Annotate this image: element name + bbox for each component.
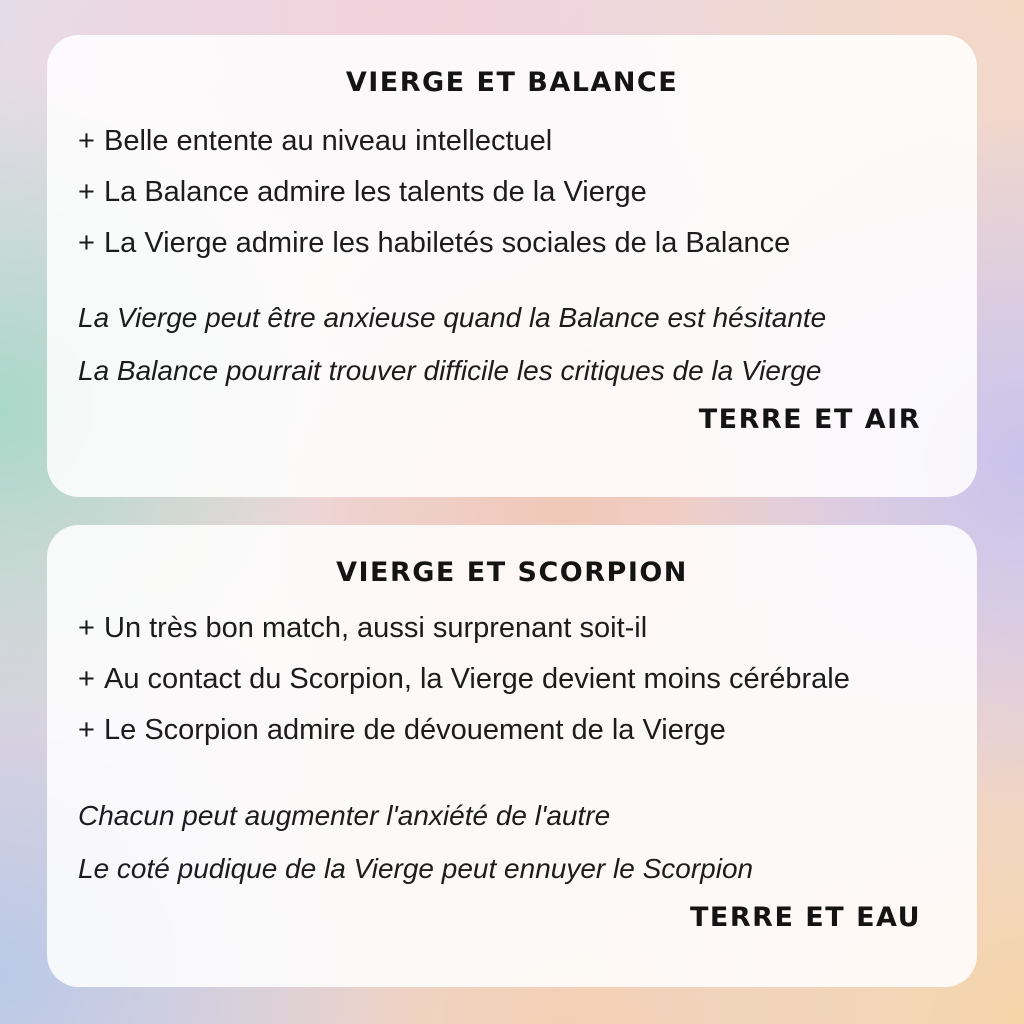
elements-label: TERRE ET EAU bbox=[690, 902, 921, 933]
card-title: VIERGE ET BALANCE bbox=[345, 67, 679, 98]
cons-list bbox=[78, 291, 921, 397]
cons-list bbox=[78, 789, 921, 895]
con-item: Le coté pudique de la Vierge peut ennuyer le Scorpion bbox=[78, 853, 754, 884]
pro-item: + Belle entente au niveau intellectuel bbox=[78, 116, 921, 167]
pro-item: + Un très bon match, aussi surprenant soit-il bbox=[78, 603, 921, 654]
con-item: Chacun peut augmenter l'anxiété de l'autre bbox=[78, 800, 611, 831]
plus-icon: + bbox=[78, 714, 95, 746]
plus-icon: + bbox=[78, 227, 95, 259]
plus-icon: + bbox=[78, 176, 95, 208]
compatibility-card-virgo-libra bbox=[47, 35, 977, 497]
plus-icon: + bbox=[78, 663, 95, 695]
pro-item: + La Vierge admire les habiletés sociales de la Balance bbox=[78, 218, 921, 269]
elements-label: TERRE ET AIR bbox=[698, 404, 921, 435]
pro-item: + Le Scorpion admire de dévouement de la Vierge bbox=[78, 705, 921, 756]
con-item: La Balance pourrait trouver difficile les critiques de la Vierge bbox=[78, 355, 822, 386]
pro-item: + Au contact du Scorpion, la Vierge devient moins cérébrale bbox=[78, 654, 921, 705]
card-title: VIERGE ET SCORPION bbox=[336, 557, 688, 588]
compatibility-card-virgo-scorpio bbox=[47, 525, 977, 987]
pros-list bbox=[78, 116, 921, 269]
pro-item: + La Balance admire les talents de la Vierge bbox=[78, 167, 921, 218]
plus-icon: + bbox=[78, 125, 95, 157]
pros-list bbox=[78, 603, 921, 756]
plus-icon: + bbox=[78, 612, 95, 644]
con-item: La Vierge peut être anxieuse quand la Balance est hésitante bbox=[78, 302, 827, 333]
